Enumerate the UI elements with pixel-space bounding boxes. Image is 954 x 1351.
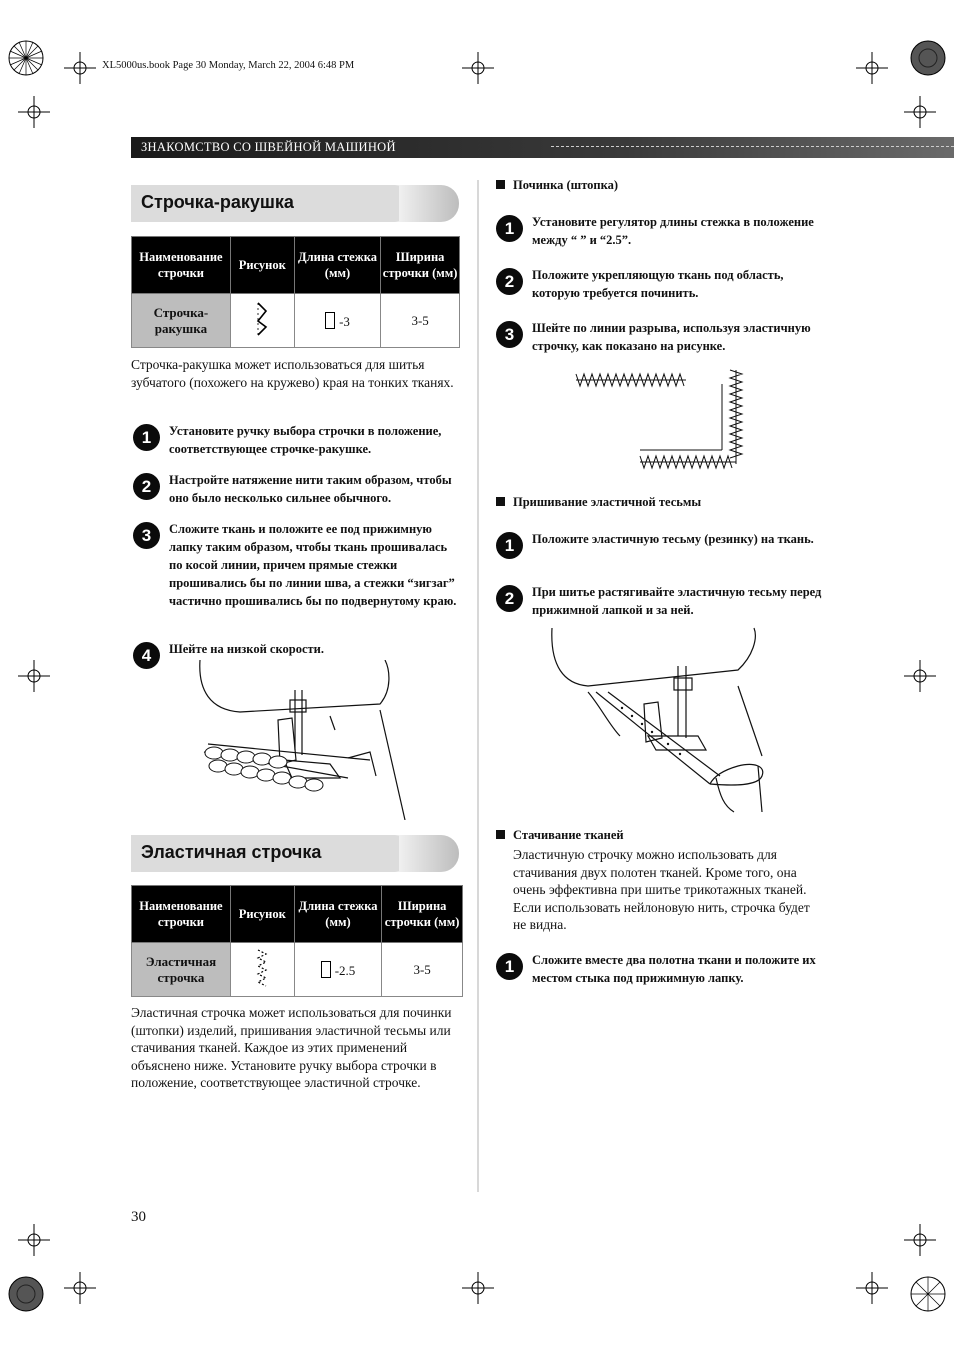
shell-pattern-icon [230,294,294,348]
stitch-length-symbol-icon [321,961,331,978]
shell-heading [131,185,459,222]
crosshair-icon [60,48,100,88]
shell-width: 3-5 [381,294,460,348]
header-pattern: Рисунок [230,237,294,294]
crosshair-icon [852,1268,892,1308]
crosshair-icon [458,48,498,88]
shell-heading-text: Строчка-ракушка [141,192,294,212]
header-width: Ширина строчки (мм) [382,886,463,943]
crosshair-icon [900,92,940,132]
elastic-heading [131,835,459,872]
page-number: 30 [131,1209,146,1225]
darning-stitch-illustration [570,366,750,476]
shell-sewing-illustration [180,660,410,820]
print-header: XL5000us.book Page 30 Monday, March 22, 2004 6:48 PM [102,60,355,71]
crosshair-icon [14,1220,54,1260]
darning-subheading: Починка (штопка) [496,178,618,193]
header-length: Длина стежка (мм) [294,886,382,943]
shell-length: -3 [339,313,350,329]
stitch-length-symbol-icon [325,312,335,329]
elastic-heading-text: Эластичная строчка [141,842,322,862]
elastic-description: Эластичная строчка может использоваться для починки (штопки) изделий, пришивания эластичной тесьмы или стачивания тканей. Каждое из этих применений объяснено ниже. Установите ручку выбора строчки в положение, соответствующее эластичной строчке. [131,1005,452,1090]
elastic-band-subheading: Пришивание эластичной тесьмы [496,495,701,510]
joining-subheading: Стачивание тканей [496,828,624,843]
shell-spec-table [131,236,460,348]
crosshair-icon [852,48,892,88]
crosshair-icon [458,1268,498,1308]
joining-description: Эластичную строчку можно использовать для стачивания двух полотен тканей. Кроме того, она очень эффективна при шитье трикотажных тканей. Если использовать нейлоновую нить, строчка будет не видна. [513,847,810,932]
header-length: Длина стежка (мм) [294,237,381,294]
header-name: Наименование строчки [132,237,231,294]
header-width: Ширина строчки (мм) [381,237,460,294]
elastic-band-illustration [548,626,770,816]
crosshair-icon [14,92,54,132]
crosshair-icon [900,1220,940,1260]
elastic-length-cell [294,943,382,997]
shell-row-name: Строчка-ракушка [132,294,231,348]
registration-target-icon [906,36,950,80]
registration-target-icon [906,1272,950,1316]
crosshair-icon [14,656,54,696]
shell-description: Строчка-ракушка может использоваться для шитья зубчатого (похожего на кружево) края на тонких тканях. [131,357,454,390]
elastic-pattern-icon [230,943,294,997]
elastic-spec-table [131,885,463,997]
elastic-length: -2.5 [334,962,356,978]
elastic-width: 3-5 [382,943,463,997]
registration-target-icon [4,1272,48,1316]
section-bar [131,137,954,158]
section-title: ЗНАКОМСТВО СО ШВЕЙНОЙ МАШИНОЙ [141,140,396,154]
registration-target-icon [4,36,48,80]
elastic-row-name: Эластичная строчка [132,943,231,997]
shell-length-cell [294,294,381,348]
header-pattern: Рисунок [230,886,294,943]
column-divider [477,180,479,1192]
crosshair-icon [60,1268,100,1308]
header-name: Наименование строчки [132,886,231,943]
crosshair-icon [900,656,940,696]
